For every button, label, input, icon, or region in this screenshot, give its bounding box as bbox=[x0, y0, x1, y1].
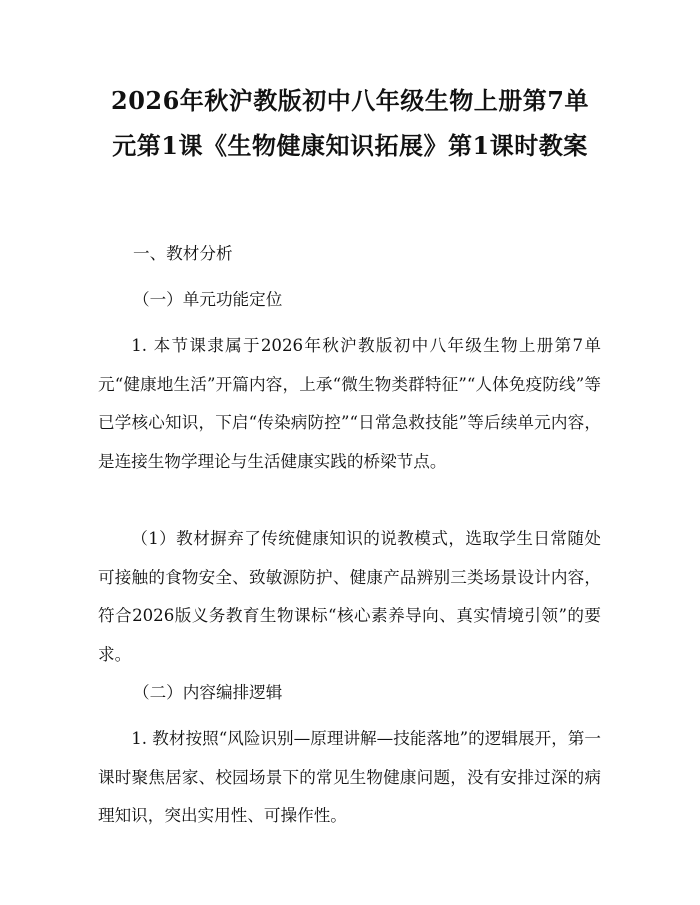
paragraph-unit-position: 1. 本节课隶属于2026年秋沪教版初中八年级生物上册第7单元“健康地生活”开篇内容，上承“微生物类群特征”“人体免疫防线”等已学核心知识，下启“传染病防控”“日常急救技能”等后续单元内容，是连接生物学理论与生活健康实践的桥梁节点。 bbox=[98, 336, 601, 471]
subsection-heading-unit-function: （一）单元功能定位 bbox=[133, 290, 283, 309]
paragraph-textbook-design: （1）教材摒弃了传统健康知识的说教模式，选取学生日常随处可接触的食物安全、致敏源防护、健康产品辨别三类场景设计内容，符合2026版义务教育生物课标“核心素养导向、真实情境引领”的要求。 bbox=[98, 529, 601, 664]
subsection-heading-content-logic: （二）内容编排逻辑 bbox=[133, 683, 283, 702]
document-title: 2026年秋沪教版初中八年级生物上册第7单元第1课《生物健康知识拓展》第1课时教案 bbox=[111, 86, 589, 160]
paragraph-content-logic: 1. 教材按照“风险识别—原理讲解—技能落地”的逻辑展开，第一课时聚焦居家、校园场景下的常见生物健康问题，没有安排过深的病理知识，突出实用性、可操作性。 bbox=[98, 729, 601, 825]
section-heading-textbook-analysis: 一、教材分析 bbox=[133, 244, 233, 263]
